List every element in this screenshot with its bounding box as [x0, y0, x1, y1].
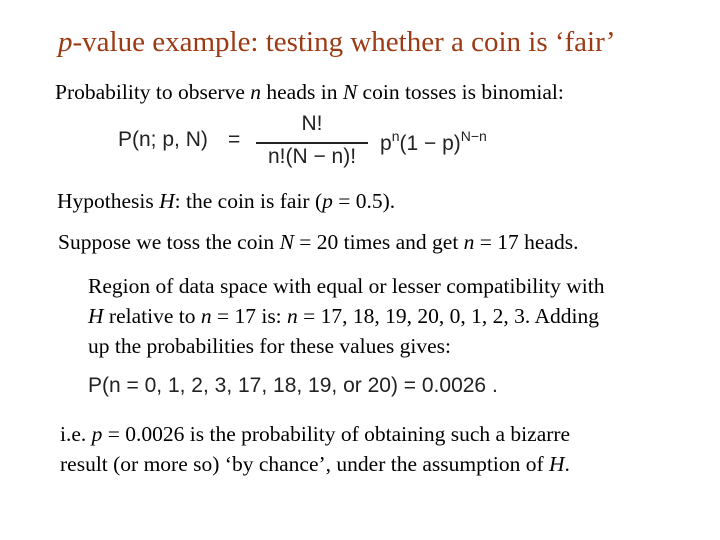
- conclusion-line-1: [60, 422, 570, 447]
- formula-rhs: [380, 128, 487, 156]
- probability-sum-formula: P(n = 0, 1, 2, 3, 17, 18, 19, or 20) = 0.0026 .: [88, 374, 498, 397]
- var-n: n: [287, 304, 298, 328]
- title-p-italic: p: [58, 26, 73, 58]
- text: Hypothesis: [57, 189, 160, 213]
- region-text-line-3: up the probabilities for these values gives:: [88, 334, 452, 358]
- text: heads in: [261, 80, 343, 104]
- region-text-line-2: [88, 304, 599, 329]
- var-n: n: [200, 304, 212, 328]
- text: = 17 is:: [211, 304, 288, 328]
- title-text: -value example: testing whether a coin is ‘fair’: [72, 26, 616, 58]
- region-text-line-1: Region of data space with equal or lesser compatibility with: [88, 274, 605, 298]
- var-H: H: [548, 452, 565, 476]
- formula-lhs: P(n; p, N): [118, 128, 208, 151]
- rhs-exp-N-minus-n: N−n: [460, 128, 487, 144]
- text: relative to: [103, 304, 201, 328]
- fraction-bar: [256, 142, 368, 144]
- var-N: N: [279, 230, 294, 254]
- rhs-p: p: [380, 132, 392, 155]
- fraction-numerator: N!: [301, 112, 323, 135]
- var-p: p: [322, 189, 333, 213]
- formula-equals: =: [228, 128, 241, 151]
- text: Suppose we toss the coin: [58, 230, 280, 254]
- var-H: H: [159, 189, 175, 213]
- var-n: n: [250, 80, 262, 104]
- text: = 0.5).: [332, 189, 396, 213]
- var-H: H: [88, 304, 104, 328]
- text: = 0.0026 is the probability of obtaining such a bizarre: [102, 422, 571, 446]
- rhs-exp-n: n: [391, 128, 400, 144]
- fraction-denominator: n!(N − n)!: [267, 145, 357, 168]
- text: coin tosses is binomial:: [357, 80, 564, 104]
- slide-title: [58, 26, 616, 59]
- text: = 17, 18, 19, 20, 0, 1, 2, 3. Adding: [297, 304, 599, 328]
- text: : the coin is fair (: [174, 189, 323, 213]
- text: i.e.: [60, 422, 92, 446]
- conclusion-line-2: [60, 452, 570, 477]
- text: = 20 times and get: [293, 230, 464, 254]
- toss-line: [58, 230, 579, 255]
- text: Probability to observe: [55, 80, 251, 104]
- var-N: N: [342, 80, 358, 104]
- rhs-one-minus-p: (1 − p): [399, 132, 461, 155]
- hypothesis-line: [57, 189, 395, 214]
- text: = 17 heads.: [474, 230, 579, 254]
- var-p: p: [91, 422, 103, 446]
- text: .: [564, 452, 570, 476]
- binomial-intro-line: [55, 80, 564, 105]
- formula-fraction: [256, 112, 368, 174]
- binomial-formula: [118, 112, 538, 174]
- var-n: n: [463, 230, 475, 254]
- text: result (or more so) ‘by chance’, under the assumption of: [60, 452, 549, 476]
